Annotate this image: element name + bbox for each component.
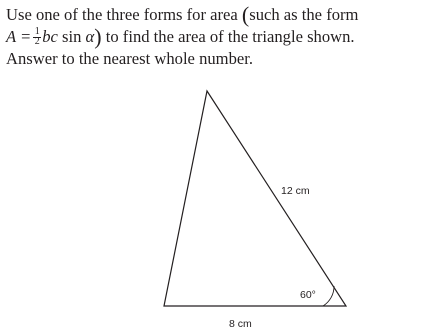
angle-arc [323,286,334,306]
area-formula-lhs: A = [6,27,32,46]
close-paren: ) [94,24,102,49]
triangle-shape [164,91,346,306]
fraction-numerator: 1 [34,26,40,37]
open-paren: ( [241,2,250,27]
line1-paren-text: such as the form [249,5,359,24]
problem-line-3: Answer to the nearest whole number. [6,49,253,68]
side-label-12cm: 12 cm [281,185,310,197]
line1-prefix: Use one of the three forms for area [6,5,238,24]
fraction-denominator: 2 [34,36,40,47]
angle-label-60: 60° [300,289,316,301]
formula-variables: bc [42,27,58,46]
side-label-8cm: 8 cm [229,318,252,330]
formula-sin: sin [62,27,82,46]
formula-alpha: α [85,27,95,46]
line2-suffix: to find the area of the triangle shown. [105,27,355,46]
